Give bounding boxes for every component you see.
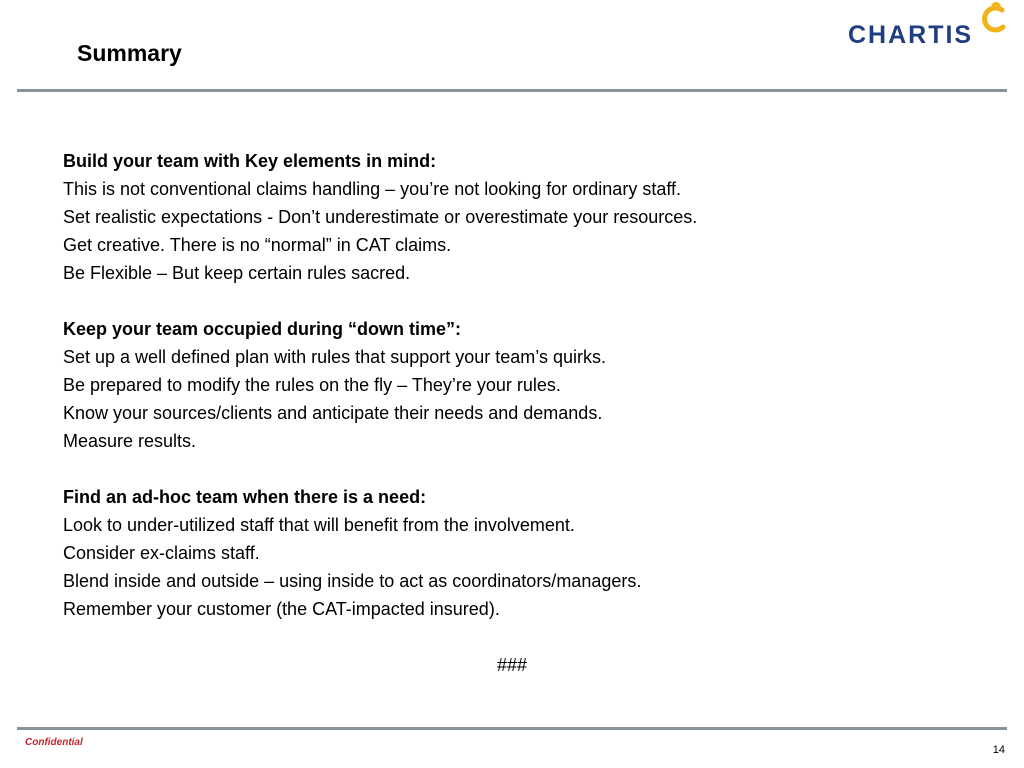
header-divider [17,89,1007,92]
section-line: This is not conventional claims handling – you’re not looking for ordinary staff. [63,179,682,199]
section-line: Consider ex-claims staff. [63,543,260,563]
section-line: Blend inside and outside – using inside to act as coordinators/managers. [63,571,642,591]
section-heading: Keep your team occupied during “down time”: [63,319,462,339]
section-line: Be prepared to modify the rules on the fly – They’re your rules. [63,375,561,395]
page-number: 14 [992,744,1005,756]
confidential-label: Confidential [25,737,83,748]
section-line: Be Flexible – But keep certain rules sacred. [63,263,411,283]
section-heading: Find an ad-hoc team when there is a need: [63,487,427,507]
section-line: Measure results. [63,431,197,451]
end-mark: ### [496,655,528,675]
section-spacer [63,287,963,315]
section-heading: Build your team with Key elements in mind: [63,151,437,171]
section-build-team [63,147,963,287]
section-spacer [63,455,963,483]
section-ad-hoc-team [63,483,963,623]
section-line: Look to under-utilized staff that will benefit from the involvement. [63,515,575,535]
section-line: Know your sources/clients and anticipate their needs and demands. [63,403,603,423]
footer-divider [17,727,1007,730]
chartis-logo-mark-icon [976,2,1012,38]
section-line: Set up a well defined plan with rules that support your team’s quirks. [63,347,606,367]
summary-content [63,147,963,623]
page-title: Summary [77,40,182,66]
section-line: Set realistic expectations - Don’t underestimate or overestimate your resources. [63,207,698,227]
logo-text: CHARTIS [848,21,974,49]
section-keep-team-occupied [63,315,963,455]
section-line: Remember your customer (the CAT-impacted insured). [63,599,500,619]
section-line: Get creative. There is no “normal” in CAT claims. [63,235,452,255]
chartis-logo [848,0,1013,60]
